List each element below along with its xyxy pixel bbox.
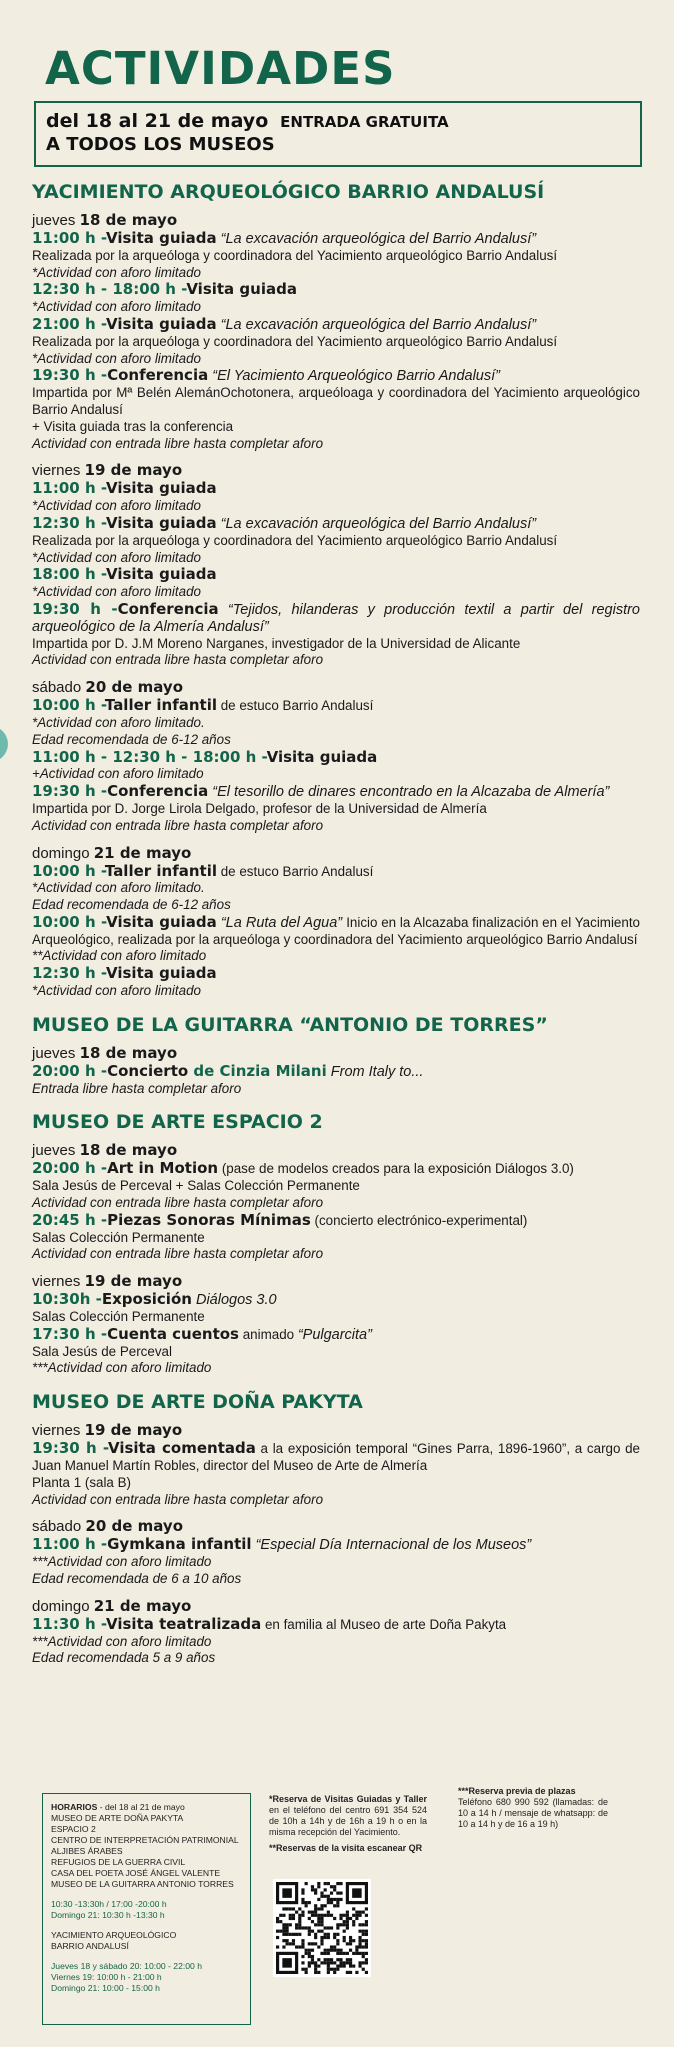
day-date: 19 de mayo bbox=[84, 1421, 183, 1440]
event-title: “Pulgarcita” bbox=[297, 1326, 372, 1343]
event-time: 20:00 h - bbox=[32, 1061, 108, 1080]
event-time: 11:00 h - bbox=[32, 229, 107, 247]
event-time: 12:30 h - bbox=[32, 964, 107, 983]
schedule-line: BARRIO ANDALUSÍ bbox=[51, 1941, 129, 1951]
schedule-places-group-2 bbox=[51, 1930, 242, 1952]
museum-section bbox=[32, 1391, 640, 1667]
event-entry bbox=[32, 367, 640, 385]
schedule-line: Jueves 18 y sábado 20: 10:00 - 22:00 h bbox=[51, 1961, 202, 1971]
museum-section bbox=[32, 1014, 640, 1098]
event-time: 12:30 h - 18:00 h - bbox=[32, 280, 187, 299]
event-time: 20:00 h - bbox=[32, 1159, 108, 1178]
event-entry bbox=[32, 1440, 640, 1475]
event-subtitle: From Italy to... bbox=[326, 1063, 424, 1080]
schedule-line: YACIMIENTO ARQUEOLÓGICO bbox=[51, 1930, 177, 1940]
event-type: Visita guiada bbox=[186, 280, 297, 299]
schedule-line: MUSEO DE ARTE DOÑA PAKYTA bbox=[51, 1813, 184, 1823]
event-note: ***Actividad con aforo limitado bbox=[32, 1360, 212, 1376]
booking-info-seats bbox=[458, 1786, 608, 1830]
event-entry bbox=[32, 601, 640, 636]
event-time: 21:00 h - bbox=[32, 314, 107, 333]
weekday: jueves bbox=[32, 1044, 80, 1062]
schedule-line: ALJIBES ÁRABES bbox=[51, 1846, 123, 1856]
event-type: Visita guiada bbox=[106, 964, 217, 983]
event-note: *Actividad con aforo limitado bbox=[32, 549, 201, 565]
schedule-line: MUSEO DE LA GUITARRA ANTONIO TORRES bbox=[51, 1879, 234, 1889]
schedule-hours-group-1 bbox=[51, 1899, 242, 1921]
event-note: *Actividad con aforo limitado. bbox=[32, 714, 205, 730]
weekday: jueves bbox=[32, 212, 80, 229]
event-entry bbox=[32, 1212, 640, 1230]
event-time: 11:00 h - bbox=[32, 1535, 108, 1554]
event-note: +Actividad con aforo limitado bbox=[32, 766, 204, 782]
event-type: Visita guiada bbox=[106, 513, 217, 532]
day-heading bbox=[32, 678, 640, 697]
event-time: 19:30 h - bbox=[32, 366, 108, 385]
day-date: 18 de mayo bbox=[79, 1141, 178, 1160]
weekday: sábado bbox=[32, 679, 86, 697]
booking-seats-title: ***Reserva previa de plazas bbox=[458, 1786, 576, 1796]
event-entry bbox=[32, 1616, 640, 1634]
event-entry bbox=[32, 1160, 640, 1178]
program-content bbox=[32, 181, 640, 1667]
schedule-line: CENTRO DE INTERPRETACIÓN PATRIMONIAL bbox=[51, 1835, 239, 1845]
event-time: 19:30 h - bbox=[32, 599, 118, 618]
event-entry bbox=[32, 697, 640, 715]
event-detail: de estuco Barrio Andalusí bbox=[217, 863, 374, 879]
day-date: 18 de mayo bbox=[79, 211, 178, 229]
schedule-box bbox=[42, 1793, 251, 2025]
section-heading: MUSEO DE LA GUITARRA “ANTONIO DE TORRES” bbox=[32, 1013, 548, 1036]
event-note: ***Actividad con aforo limitado bbox=[32, 1554, 212, 1570]
event-entry bbox=[32, 281, 640, 299]
event-title: “La excavación arqueológica del Barrio Andalusí” bbox=[216, 316, 537, 333]
event-entry bbox=[32, 749, 640, 767]
event-entry bbox=[32, 1063, 640, 1081]
event-type: Art in Motion bbox=[107, 1159, 219, 1178]
event-note: *Actividad con aforo limitado bbox=[32, 350, 201, 366]
event-note: **Actividad con aforo limitado bbox=[32, 948, 207, 964]
event-performer: de Cinzia Milani bbox=[188, 1061, 327, 1080]
event-note: ***Actividad con aforo limitado bbox=[32, 1633, 212, 1649]
schedule-title-dates: - del 18 al 21 de mayo bbox=[97, 1802, 185, 1812]
event-type: Piezas Sonoras Mínimas bbox=[107, 1210, 311, 1229]
event-note: *Actividad con aforo limitado bbox=[32, 264, 201, 280]
weekday: domingo bbox=[32, 844, 94, 862]
schedule-line: REFUGIOS DE LA GUERRA CIVIL bbox=[51, 1857, 186, 1867]
event-type: Visita teatralizada bbox=[106, 1614, 262, 1633]
day-date: 20 de mayo bbox=[85, 678, 183, 697]
free-entry-label: ENTRADA GRATUITA bbox=[280, 113, 449, 131]
event-note: Actividad con entrada libre hasta completar aforo bbox=[32, 435, 324, 451]
event-entry bbox=[32, 480, 640, 498]
event-description: Salas Colección Permanente bbox=[32, 1229, 205, 1245]
weekday: domingo bbox=[32, 1597, 94, 1615]
event-time: 18:00 h - bbox=[32, 565, 107, 584]
event-entry bbox=[32, 783, 640, 801]
event-entry bbox=[32, 1536, 640, 1554]
event-time: 19:30 h - bbox=[32, 1439, 108, 1458]
booking-visits-text: en el teléfono del centro 691 354 524 de 10h a 14h y de 16h a 19 h o en la misma recepción del Yacimiento. bbox=[269, 1805, 427, 1837]
day-date: 21 de mayo bbox=[93, 1596, 192, 1615]
event-description: Sala Jesús de Perceval bbox=[32, 1343, 172, 1359]
event-description: Realizada por la arqueóloga y coordinadora del Yacimiento arqueológico Barrio Andalusí bbox=[32, 532, 558, 548]
event-time: 11:00 h - bbox=[32, 479, 107, 498]
event-description: Realizada por la arqueóloga y coordinadora del Yacimiento arqueológico Barrio Andalusí bbox=[32, 247, 558, 263]
event-type: Taller infantil bbox=[104, 861, 217, 880]
event-note: Actividad con entrada libre hasta completar aforo bbox=[32, 1246, 324, 1262]
event-note: Edad recomendada de 6-12 años bbox=[32, 897, 231, 913]
event-type: Conferencia bbox=[107, 782, 209, 801]
event-title: “El tesorillo de dinares encontrado en la Alcazaba de Almería” bbox=[208, 784, 610, 801]
schedule-hours-group-2 bbox=[51, 1961, 242, 1994]
event-note: Actividad con entrada libre hasta completar aforo bbox=[32, 652, 324, 668]
day-heading bbox=[32, 1272, 640, 1291]
event-title: “El Yacimiento Arqueológico Barrio Andalusí” bbox=[208, 368, 500, 385]
event-note: Edad recomendada 5 a 9 años bbox=[32, 1650, 216, 1666]
event-time: 19:30 h - bbox=[32, 782, 108, 801]
event-type: Visita comentada bbox=[107, 1439, 256, 1458]
event-type: Visita guiada bbox=[106, 479, 217, 498]
event-description: + Visita guiada tras la conferencia bbox=[32, 418, 234, 434]
event-entry bbox=[32, 316, 640, 334]
day-heading bbox=[32, 1517, 640, 1536]
event-description: Realizada por la arqueóloga y coordinadora del Yacimiento arqueológico Barrio Andalusí bbox=[32, 333, 558, 349]
event-time: 17:30 h - bbox=[32, 1324, 108, 1343]
event-note: Edad recomendada de 6 a 10 años bbox=[32, 1571, 242, 1587]
weekday: sábado bbox=[32, 1518, 86, 1536]
event-type: Conferencia bbox=[107, 366, 209, 385]
event-note: *Actividad con aforo limitado. bbox=[32, 880, 205, 896]
qr-label: **Reservas de la visita escanear QR bbox=[269, 1843, 423, 1853]
event-time: 10:00 h - bbox=[32, 696, 105, 715]
event-type: Cuenta cuentos bbox=[107, 1324, 239, 1343]
section-heading: MUSEO DE ARTE ESPACIO 2 bbox=[32, 1111, 323, 1134]
date-banner bbox=[34, 101, 642, 167]
schedule-line: 10:30 -13:30h / 17:00 -20:00 h bbox=[51, 1899, 167, 1909]
date-range: del 18 al 21 de mayo bbox=[46, 110, 269, 132]
day-heading bbox=[32, 844, 640, 863]
museum-section bbox=[32, 1111, 640, 1377]
event-description: Impartida por D. J.M Moreno Narganes, investigador de la Universidad de Alicante bbox=[32, 635, 521, 651]
weekday: jueves bbox=[32, 1142, 80, 1160]
day-heading bbox=[32, 211, 640, 230]
event-type: Visita guiada bbox=[106, 565, 217, 584]
schedule-title: HORARIOS bbox=[51, 1802, 98, 1812]
day-date: 19 de mayo bbox=[84, 1272, 183, 1291]
event-time: 20:45 h - bbox=[32, 1210, 108, 1229]
event-description: Sala Jesús de Perceval + Salas Colección Permanente bbox=[32, 1178, 360, 1194]
schedule-line: Domingo 21: 10:30 h -13:30 h bbox=[51, 1910, 165, 1920]
event-detail: (concierto electrónico-experimental) bbox=[310, 1212, 528, 1228]
event-description: Planta 1 (sala B) bbox=[32, 1474, 131, 1490]
event-type: Gymkana infantil bbox=[107, 1535, 252, 1554]
section-heading: MUSEO DE ARTE DOÑA PAKYTA bbox=[32, 1391, 363, 1414]
event-detail: en familia al Museo de arte Doña Pakyta bbox=[261, 1616, 507, 1632]
day-date: 21 de mayo bbox=[93, 843, 192, 862]
weekday: viernes bbox=[32, 1422, 85, 1440]
event-note: Actividad con entrada libre hasta completar aforo bbox=[32, 1195, 324, 1211]
event-note: Actividad con entrada libre hasta completar aforo bbox=[32, 817, 324, 833]
event-entry bbox=[32, 1291, 640, 1309]
booking-visits-title: *Reserva de Visitas Guiadas y Taller bbox=[269, 1794, 427, 1804]
event-detail: de estuco Barrio Andalusí bbox=[217, 698, 374, 714]
day-heading bbox=[32, 461, 640, 480]
schedule-line: Viernes 19: 10:00 h - 21:00 h bbox=[51, 1972, 162, 1982]
weekday: viernes bbox=[32, 1273, 85, 1291]
day-date: 20 de mayo bbox=[85, 1517, 183, 1536]
event-note: *Actividad con aforo limitado bbox=[32, 584, 201, 600]
museum-section bbox=[32, 181, 640, 1000]
event-entry bbox=[32, 863, 640, 881]
event-entry bbox=[32, 566, 640, 584]
section-heading: YACIMIENTO ARQUEOLÓGICO BARRIO ANDALUSÍ bbox=[32, 181, 545, 203]
qr-code-icon[interactable] bbox=[273, 1879, 371, 1977]
day-heading bbox=[32, 1044, 640, 1063]
event-time: 11:00 h - 12:30 h - 18:00 h - bbox=[32, 747, 267, 766]
event-entry bbox=[32, 230, 640, 248]
event-title: “La Ruta del Agua” bbox=[216, 914, 347, 931]
event-note: *Actividad con aforo limitado bbox=[32, 498, 201, 514]
schedule-line: Domingo 21: 10:00 - 15:00 h bbox=[51, 1983, 160, 1993]
all-museums-label: A TODOS LOS MUSEOS bbox=[46, 134, 275, 155]
event-title: Diálogos 3.0 bbox=[191, 1292, 277, 1309]
event-type: Visita guiada bbox=[106, 314, 217, 333]
event-detail: animado bbox=[239, 1326, 298, 1342]
side-tab-decoration bbox=[0, 726, 8, 762]
event-time: 10:00 h - bbox=[32, 912, 107, 931]
event-title: “La excavación arqueológica del Barrio Andalusí” bbox=[216, 231, 537, 247]
schedule-line: ESPACIO 2 bbox=[51, 1824, 96, 1834]
booking-seats-text: Teléfono 680 990 592 (llamadas: de 10 a 14 h / mensaje de whatsapp: de 10 a 14 h y de 16 a 19 h) bbox=[458, 1797, 608, 1829]
event-type: Visita guiada bbox=[106, 229, 217, 247]
event-time: 10:00 h - bbox=[32, 861, 105, 880]
event-note: Entrada libre hasta completar aforo bbox=[32, 1080, 242, 1096]
event-entry bbox=[32, 914, 640, 949]
event-title: “La excavación arqueológica del Barrio Andalusí” bbox=[216, 515, 537, 532]
day-date: 18 de mayo bbox=[79, 1043, 178, 1062]
event-note: *Actividad con aforo limitado bbox=[32, 299, 201, 315]
event-note: Actividad con entrada libre hasta completar aforo bbox=[32, 1491, 324, 1507]
event-time: 12:30 h - bbox=[32, 513, 107, 532]
event-note: *Actividad con aforo limitado bbox=[32, 983, 201, 999]
schedule-places-group-1 bbox=[51, 1813, 242, 1890]
event-detail: (pase de modelos creados para la exposición Diálogos 3.0) bbox=[218, 1161, 574, 1177]
event-type: Visita guiada bbox=[266, 747, 378, 766]
event-type: Exposición bbox=[101, 1290, 192, 1309]
event-time: 10:30h - bbox=[32, 1290, 102, 1309]
booking-info-visits bbox=[269, 1794, 427, 1854]
event-title: “Tejidos, hilanderas y producción textil a partir del registro arqueológico de la Almería Andalusí” bbox=[32, 601, 640, 635]
event-title: “Especial Día Internacional de los Museos” bbox=[251, 1537, 532, 1554]
event-detail: Inicio en la Alcazaba finalización en el Yacimiento Arqueológico, realizada por la arqueóloga y coordinadora del Yacimiento arqueológico Barrio Andalusí bbox=[32, 914, 640, 947]
event-description: Salas Colección Permanente bbox=[32, 1309, 205, 1325]
event-entry bbox=[32, 965, 640, 983]
event-note: Edad recomendada de 6-12 años bbox=[32, 731, 231, 747]
event-type: Concierto bbox=[107, 1061, 189, 1080]
event-type: Taller infantil bbox=[104, 696, 217, 715]
event-type: Conferencia bbox=[117, 599, 219, 618]
day-date: 19 de mayo bbox=[84, 461, 183, 480]
day-heading bbox=[32, 1141, 640, 1160]
event-description: Impartida por D. Jorge Lirola Delgado, profesor de la Universidad de Almería bbox=[32, 800, 487, 816]
event-entry bbox=[32, 1326, 640, 1344]
day-heading bbox=[32, 1597, 640, 1616]
event-description: Impartida por Mª Belén AlemánOchotonera, arqueóloaga y coordinadora del Yacimiento arqueológico Barrio Andalusí bbox=[32, 385, 640, 417]
event-entry bbox=[32, 515, 640, 533]
event-type: Visita guiada bbox=[106, 912, 217, 931]
schedule-line: CASA DEL POETA JOSÉ ÁNGEL VALENTE bbox=[51, 1868, 221, 1878]
event-time: 11:30 h - bbox=[32, 1614, 107, 1633]
event-detail: a la exposición temporal “Gines Parra, 1896-1960”, a cargo de Juan Manuel Martín Robles, director del Museo de Arte de Almería bbox=[32, 1441, 641, 1474]
page-title: ACTIVIDADES bbox=[45, 42, 396, 95]
weekday: viernes bbox=[32, 462, 85, 480]
day-heading bbox=[32, 1421, 640, 1440]
